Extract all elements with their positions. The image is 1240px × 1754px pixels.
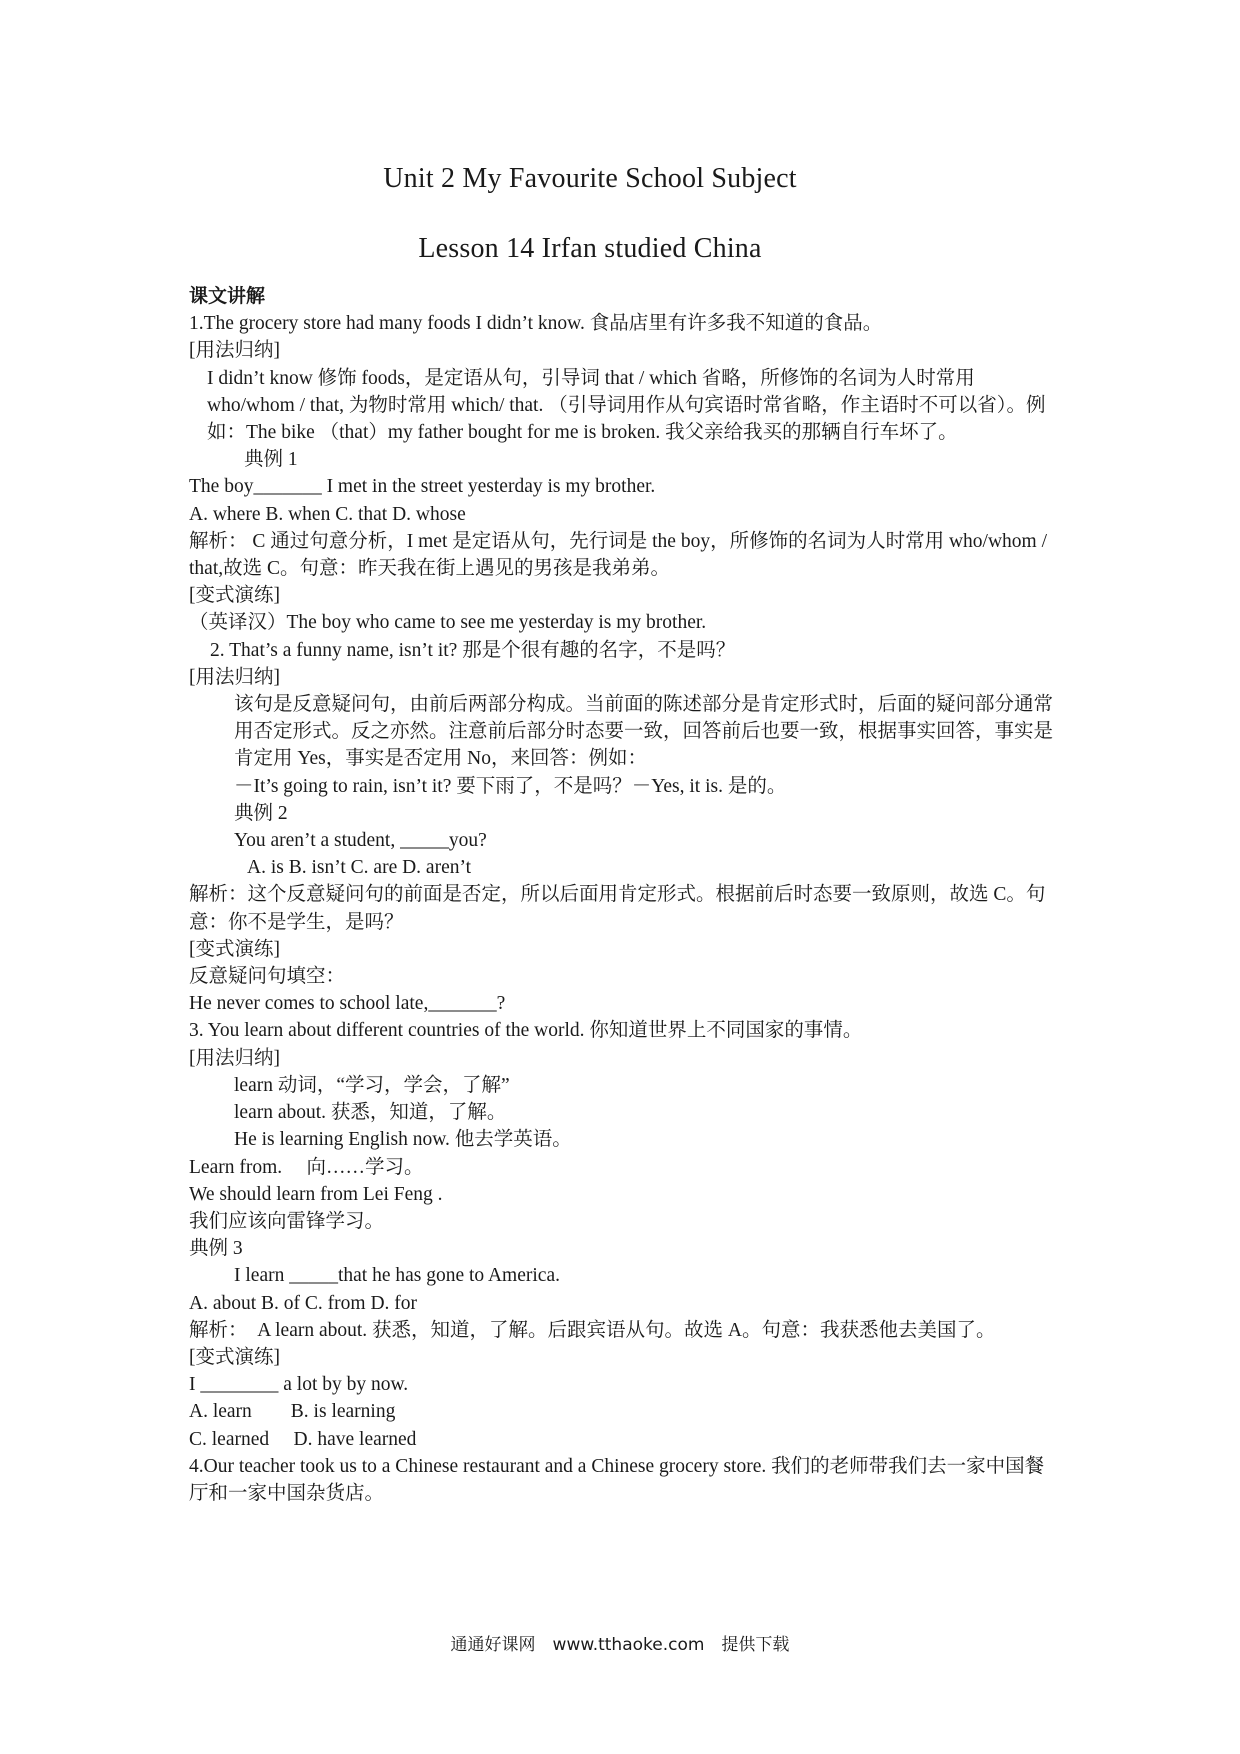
example-analysis: 解析： C 通过句意分析，I met 是定语从句，先行词是 the boy，所修饰的名词为人时常用 who/whom / that,故选 C。句意：昨天我在街上遇见的男孩是我弟弟。 — [189, 530, 1047, 580]
usage-explanation: learn 动词，“学习，学会，了解” — [234, 1074, 510, 1096]
usage-label: [用法归纳] — [189, 666, 280, 688]
point-3-sentence: 3. You learn about different countries of the world. 你知道世界上不同国家的事情。 — [189, 1020, 863, 1042]
practice-label: [变式演练] — [189, 585, 280, 607]
practice-options: A. learn B. is learning — [189, 1401, 396, 1423]
example-options: A. where B. when C. that D. whose — [189, 503, 466, 525]
usage-example-translation: 我们应该向雷锋学习。 — [189, 1210, 385, 1232]
example-options: A. is B. isn’t C. are D. aren’t — [247, 857, 472, 879]
practice-item: He never comes to school late,_______? — [189, 993, 506, 1015]
practice-instruction: 反意疑问句填空： — [189, 966, 346, 988]
usage-example: He is learning English now. 他去学英语。 — [234, 1129, 572, 1151]
section-heading: 课文讲解 — [189, 285, 266, 307]
lesson-content — [189, 283, 1061, 1507]
example-question: I learn _____that he has gone to America. — [234, 1265, 560, 1287]
practice-label: [变式演练] — [189, 1346, 280, 1368]
practice-options: C. learned D. have learned — [189, 1428, 417, 1450]
lesson-title: Lesson 14 Irfan studied China — [418, 233, 762, 264]
example-analysis: 解析：这个反意疑问句的前面是否定，所以后面用肯定形式。根据前后时态要一致原则，故选 C。句意：你不是学生，是吗？ — [189, 884, 1046, 933]
unit-title: Unit 2 My Favourite School Subject — [383, 163, 797, 194]
point-2-sentence: 2. That’s a funny name, isn’t it? 那是个很有趣的名字，不是吗？ — [210, 639, 736, 661]
usage-explanation: 该句是反意疑问句，由前后两部分构成。当前面的陈述部分是肯定形式时，后面的疑问部分通常用否定形式。反之亦然。注意前后部分时态要一致，回答前后也要一致，根据事实回答，事实是肯定用 Yes，事实是否定用 No，来回答：例如： — [234, 694, 1054, 770]
usage-label: [用法归纳] — [189, 1047, 280, 1069]
example-question: The boy_______ I met in the street yesterday is my brother. — [189, 476, 656, 498]
practice-item: I ________ a lot by by now. — [189, 1374, 409, 1396]
usage-label: [用法归纳] — [189, 340, 280, 362]
practice-label: [变式演练] — [189, 938, 280, 960]
practice-item: （英译汉）The boy who came to see me yesterday is my brother. — [189, 612, 707, 634]
usage-explanation: learn about. 获悉，知道，了解。 — [234, 1102, 507, 1124]
example-options: A. about B. of C. from D. for — [189, 1292, 418, 1314]
point-4-sentence: 4.Our teacher took us to a Chinese restaurant and a Chinese grocery store. 我们的老师带我们去一家中国餐厅和一家中国杂货店。 — [189, 1455, 1045, 1504]
usage-example: －It’s going to rain, isn’t it? 要下雨了，不是吗？－Yes, it is. 是的。 — [234, 775, 787, 797]
example-question: You aren’t a student, _____you? — [234, 830, 487, 852]
example-analysis: 解析： A learn about. 获悉，知道，了解。后跟宾语从句。故选 A。句意：我获悉他去美国了。 — [189, 1319, 996, 1341]
usage-example: We should learn from Lei Feng . — [189, 1183, 443, 1205]
usage-explanation: Learn from. 向……学习。 — [189, 1156, 424, 1178]
footer-note: 通通好课网 www.tthaoke.com 提供下载 — [450, 1635, 790, 1655]
usage-explanation: I didn’t know 修饰 foods，是定语从句，引导词 that / which 省略，所修饰的名词为人时常用 who/whom / that, 为物时常用 which/ that. （引导词用作从句宾语时常省略，作主语时不可以省）。例如：The bike （that）my father bought for me is broken. 我父亲给我买的那辆自行车坏了。 — [207, 367, 1046, 444]
point-1-sentence: 1.The grocery store had many foods I didn’t know. 食品店里有许多我不知道的食品。 — [189, 313, 883, 335]
example-label: 典例 1 — [244, 449, 298, 471]
example-label: 典例 3 — [189, 1238, 243, 1260]
example-label: 典例 2 — [234, 802, 288, 824]
